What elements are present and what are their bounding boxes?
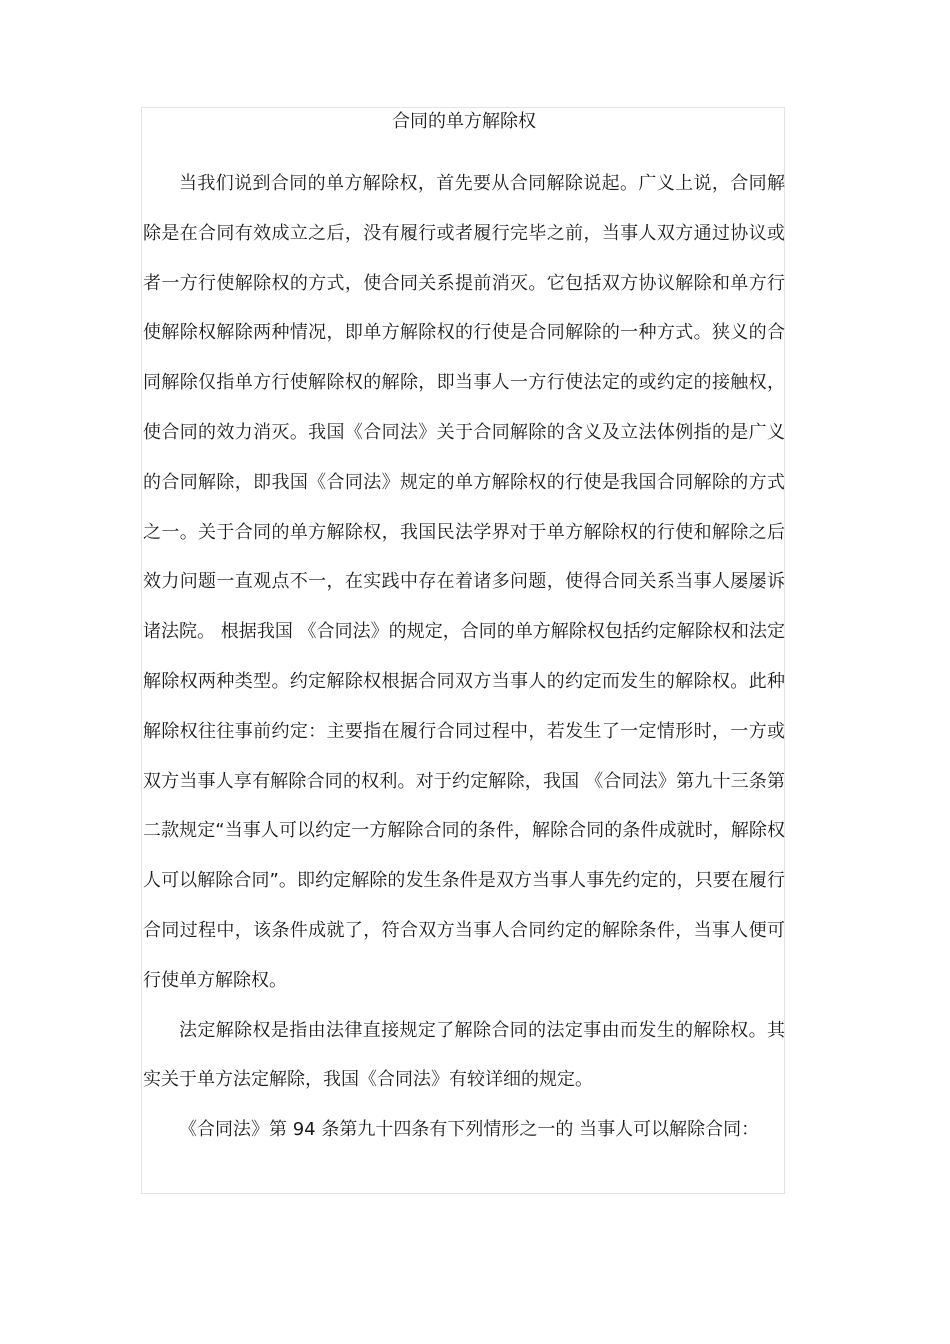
- document-title: 合同的单方解除权: [392, 111, 536, 132]
- paragraph-1: 当我们说到合同的单方解除权，首先要从合同解除说起。广义上说，合同解除是在合同有效成立之后，没有履行或者履行完毕之前，当事人双方通过协议或者一方行使解除权的方式，使合同关系提前消灭。它包括双方协议解除和单方行使解除权解除两种情况，即单方解除权的行使是合同解除的一种方式。狭义的合同解除仅指单方行使解除权的解除，即当事人一方行使法定的或约定的接触权，使合同的效力消灭。我国《合同法》关于合同解除的含义及立法体例指的是广义的合同解除，即我国《合同法》规定的单方解除权的行使是我国合同解除的方式之一。关于合同的单方解除权，我国民法学界对于单方解除权的行使和解除之后效力问题一直观点不一，在实践中存在着诸多问题，使得合同关系当事人屡屡诉诸法院。 根据我国 《合同法》的规定，合同的单方解除权包括约定解除权和法定解除权两种类型。约定解除权根据合同双方当事人的约定而发生的解除权。此种解除权往往事前约定：主要指在履行合同过程中，若发生了一定情形时，一方或双方当事人享有解除合同的权利。对于约定解除，我国 《合同法》第九十三条第二款规定“当事人可以约定一方解除合同的条件，解除合同的条件成就时，解除权人可以解除合同”。即约定解除的发生条件是双方当事人事先约定的，只要在履行合同过程中，该条件成就了，符合双方当事人合同约定的解除条件，当事人便可行使单方解除权。: [143, 173, 785, 991]
- document-body: [143, 108, 785, 1155]
- paragraph-2: 法定解除权是指由法律直接规定了解除合同的法定事由而发生的解除权。其实关于单方法定解除，我国《合同法》有较详细的规定。: [143, 1019, 785, 1091]
- paragraph-3: 《合同法》第 94 条第九十四条有下列情形之一的 当事人可以解除合同：: [179, 1119, 760, 1141]
